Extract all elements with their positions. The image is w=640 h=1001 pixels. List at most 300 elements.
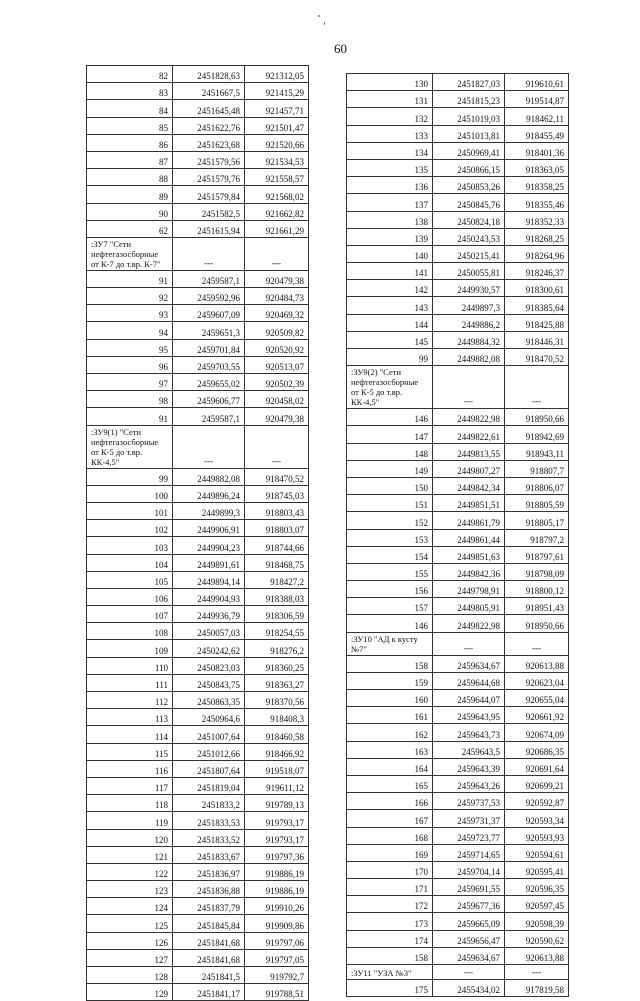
point-number: 167 xyxy=(347,810,433,827)
coordinate-row xyxy=(87,220,309,237)
coordinate-row xyxy=(347,177,569,194)
y-coordinate: 918408,3 xyxy=(245,709,309,726)
y-coordinate: 921312,05 xyxy=(245,66,309,83)
section-y-dash: --- xyxy=(245,237,309,270)
x-coordinate: 2459714,65 xyxy=(433,844,505,861)
coordinate-row xyxy=(347,741,569,758)
point-number: 113 xyxy=(87,709,173,726)
y-coordinate: 920595,41 xyxy=(505,861,569,878)
point-number: 136 xyxy=(347,177,433,194)
x-coordinate: 2451841,5 xyxy=(173,967,245,984)
point-number: 89 xyxy=(87,186,173,203)
y-coordinate: 920593,93 xyxy=(505,827,569,844)
x-coordinate: 2449805,91 xyxy=(433,598,505,615)
y-coordinate: 921501,47 xyxy=(245,117,309,134)
point-number: 96 xyxy=(87,356,173,373)
section-x-dash: --- xyxy=(433,965,505,980)
x-coordinate: 2451833,2 xyxy=(173,795,245,812)
point-number: 132 xyxy=(347,108,433,125)
coordinate-row xyxy=(87,554,309,571)
x-coordinate: 2459737,53 xyxy=(433,793,505,810)
left-table-body xyxy=(87,66,309,1001)
coordinate-row xyxy=(87,709,309,726)
point-number: 172 xyxy=(347,896,433,913)
x-coordinate: 2455434,02 xyxy=(433,980,505,997)
x-coordinate: 2450823,03 xyxy=(173,657,245,674)
point-number: 145 xyxy=(347,331,433,348)
coordinate-row xyxy=(87,305,309,322)
point-number: 112 xyxy=(87,692,173,709)
y-coordinate: 920661,92 xyxy=(505,707,569,724)
coordinate-row xyxy=(87,151,309,168)
point-number: 129 xyxy=(87,984,173,1001)
point-number: 165 xyxy=(347,775,433,792)
coordinate-row xyxy=(87,117,309,134)
point-number: 141 xyxy=(347,263,433,280)
point-number: 149 xyxy=(347,460,433,477)
y-coordinate: 919910,26 xyxy=(245,898,309,915)
y-coordinate: 920596,35 xyxy=(505,879,569,896)
x-coordinate: 2449899,3 xyxy=(173,502,245,519)
coordinate-row xyxy=(87,726,309,743)
point-number: 164 xyxy=(347,758,433,775)
x-coordinate: 2459634,67 xyxy=(433,947,505,964)
coordinate-row xyxy=(347,947,569,964)
section-x-dash: --- xyxy=(433,632,505,655)
y-coordinate: 918264,96 xyxy=(505,245,569,262)
point-number: 157 xyxy=(347,598,433,615)
x-coordinate: 2450964,6 xyxy=(173,709,245,726)
coordinate-row xyxy=(87,898,309,915)
y-coordinate: 918254,55 xyxy=(245,623,309,640)
coordinate-row xyxy=(87,967,309,984)
y-coordinate: 918388,03 xyxy=(245,588,309,605)
y-coordinate: 920479,38 xyxy=(245,270,309,287)
coordinate-row xyxy=(347,91,569,108)
point-number: 84 xyxy=(87,100,173,117)
point-number: 83 xyxy=(87,83,173,100)
section-x-dash: --- xyxy=(173,425,245,468)
y-coordinate: 920598,39 xyxy=(505,913,569,930)
coordinate-row xyxy=(347,615,569,632)
x-coordinate: 2449904,93 xyxy=(173,588,245,605)
section-y-dash: --- xyxy=(505,965,569,980)
x-coordinate: 2459634,67 xyxy=(433,655,505,672)
y-coordinate: 918805,59 xyxy=(505,495,569,512)
x-coordinate: 2450824,18 xyxy=(433,211,505,228)
y-coordinate: 921558,57 xyxy=(245,169,309,186)
y-coordinate: 920623,04 xyxy=(505,672,569,689)
x-coordinate: 2459704,14 xyxy=(433,861,505,878)
coordinate-row xyxy=(347,331,569,348)
y-coordinate: 918470,52 xyxy=(245,468,309,485)
y-coordinate: 918950,66 xyxy=(505,615,569,632)
coordinate-row xyxy=(347,861,569,878)
coordinate-row xyxy=(87,623,309,640)
y-coordinate: 918803,43 xyxy=(245,502,309,519)
coordinate-row xyxy=(87,795,309,812)
y-coordinate: 921568,02 xyxy=(245,186,309,203)
coordinate-row xyxy=(87,322,309,339)
point-number: 102 xyxy=(87,520,173,537)
y-coordinate: 919789,13 xyxy=(245,795,309,812)
coordinate-row xyxy=(87,571,309,588)
coordinate-row xyxy=(87,915,309,932)
x-coordinate: 2449851,63 xyxy=(433,546,505,563)
coordinate-row xyxy=(87,502,309,519)
y-coordinate: 919797,36 xyxy=(245,846,309,863)
x-coordinate: 2451833,67 xyxy=(173,846,245,863)
x-coordinate: 2459651,3 xyxy=(173,322,245,339)
point-number: 174 xyxy=(347,930,433,947)
point-number: 110 xyxy=(87,657,173,674)
coordinate-row xyxy=(87,777,309,794)
x-coordinate: 2459643,26 xyxy=(433,775,505,792)
x-coordinate: 2451007,64 xyxy=(173,726,245,743)
point-number: 100 xyxy=(87,485,173,502)
point-number: 128 xyxy=(87,967,173,984)
point-number: 93 xyxy=(87,305,173,322)
point-number: 137 xyxy=(347,194,433,211)
point-number: 161 xyxy=(347,707,433,724)
x-coordinate: 2459723,77 xyxy=(433,827,505,844)
y-coordinate: 918363,27 xyxy=(245,674,309,691)
point-number: 133 xyxy=(347,125,433,142)
coordinate-row xyxy=(347,74,569,91)
point-number: 152 xyxy=(347,512,433,529)
y-coordinate: 920674,09 xyxy=(505,724,569,741)
y-coordinate: 920590,62 xyxy=(505,930,569,947)
y-coordinate: 921662,82 xyxy=(245,203,309,220)
point-number: 144 xyxy=(347,314,433,331)
x-coordinate: 2451833,52 xyxy=(173,829,245,846)
coordinate-row xyxy=(87,186,309,203)
x-coordinate: 2450863,35 xyxy=(173,692,245,709)
x-coordinate: 2451836,97 xyxy=(173,863,245,880)
point-number: 134 xyxy=(347,142,433,159)
y-coordinate: 919610,61 xyxy=(505,74,569,91)
coordinate-row xyxy=(347,980,569,997)
y-coordinate: 920594,61 xyxy=(505,844,569,861)
coordinate-row xyxy=(87,812,309,829)
y-coordinate: 918246,37 xyxy=(505,263,569,280)
point-number: 148 xyxy=(347,443,433,460)
y-coordinate: 918797,2 xyxy=(505,529,569,546)
coordinate-row xyxy=(347,125,569,142)
point-number: 125 xyxy=(87,915,173,932)
y-coordinate: 918363,05 xyxy=(505,159,569,176)
point-number: 153 xyxy=(347,529,433,546)
point-number: 160 xyxy=(347,690,433,707)
y-coordinate: 919792,7 xyxy=(245,967,309,984)
coordinate-row xyxy=(87,356,309,373)
x-coordinate: 2451579,84 xyxy=(173,186,245,203)
x-coordinate: 2449813,55 xyxy=(433,443,505,460)
section-header-row xyxy=(347,965,569,980)
x-coordinate: 2450866,15 xyxy=(433,159,505,176)
point-number: 94 xyxy=(87,322,173,339)
x-coordinate: 2450853,26 xyxy=(433,177,505,194)
point-number: 124 xyxy=(87,898,173,915)
y-coordinate: 917819,58 xyxy=(505,980,569,997)
coordinate-row xyxy=(347,913,569,930)
point-number: 127 xyxy=(87,949,173,966)
coordinate-row xyxy=(87,134,309,151)
x-coordinate: 2449842,34 xyxy=(433,477,505,494)
x-coordinate: 2449822,61 xyxy=(433,426,505,443)
x-coordinate: 2450057,03 xyxy=(173,623,245,640)
point-number: 151 xyxy=(347,495,433,512)
x-coordinate: 2449930,57 xyxy=(433,280,505,297)
coordinate-row xyxy=(87,391,309,408)
coordinate-row xyxy=(87,829,309,846)
point-number: 87 xyxy=(87,151,173,168)
y-coordinate: 918466,92 xyxy=(245,743,309,760)
section-x-dash: --- xyxy=(433,366,505,409)
x-coordinate: 2451837,79 xyxy=(173,898,245,915)
point-number: 88 xyxy=(87,169,173,186)
coordinate-row xyxy=(347,672,569,689)
y-coordinate: 918951,43 xyxy=(505,598,569,615)
y-coordinate: 919797,06 xyxy=(245,932,309,949)
x-coordinate: 2449906,91 xyxy=(173,520,245,537)
x-coordinate: 2451836,88 xyxy=(173,881,245,898)
y-coordinate: 918370,56 xyxy=(245,692,309,709)
point-number: 126 xyxy=(87,932,173,949)
x-coordinate: 2451579,56 xyxy=(173,151,245,168)
x-coordinate: 2451833,53 xyxy=(173,812,245,829)
y-coordinate: 918358,25 xyxy=(505,177,569,194)
coordinate-row xyxy=(347,108,569,125)
point-number: 95 xyxy=(87,339,173,356)
y-coordinate: 919611,12 xyxy=(245,777,309,794)
y-coordinate: 918427,2 xyxy=(245,571,309,588)
section-header-row xyxy=(87,237,309,270)
coordinate-row xyxy=(87,520,309,537)
coordinate-row xyxy=(87,537,309,554)
x-coordinate: 2449822,98 xyxy=(433,615,505,632)
coordinate-row xyxy=(87,100,309,117)
scan-speck xyxy=(318,15,320,17)
point-number: 159 xyxy=(347,672,433,689)
coordinate-row xyxy=(347,724,569,741)
y-coordinate: 920479,38 xyxy=(245,408,309,425)
x-coordinate: 2450243,53 xyxy=(433,228,505,245)
coordinate-row xyxy=(347,280,569,297)
coordinate-row xyxy=(347,159,569,176)
x-coordinate: 2459606,77 xyxy=(173,391,245,408)
y-coordinate: 921415,29 xyxy=(245,83,309,100)
point-number: 163 xyxy=(347,741,433,758)
point-number: 147 xyxy=(347,426,433,443)
coordinate-row xyxy=(347,194,569,211)
y-coordinate: 919514,87 xyxy=(505,91,569,108)
x-coordinate: 2451579,76 xyxy=(173,169,245,186)
coordinate-row xyxy=(347,581,569,598)
y-coordinate: 920469,32 xyxy=(245,305,309,322)
y-coordinate: 919793,17 xyxy=(245,829,309,846)
coordinate-row xyxy=(87,932,309,949)
section-y-dash: --- xyxy=(245,425,309,468)
coordinate-row xyxy=(347,844,569,861)
point-number: 97 xyxy=(87,374,173,391)
x-coordinate: 2451807,64 xyxy=(173,760,245,777)
point-number: 170 xyxy=(347,861,433,878)
y-coordinate: 920592,87 xyxy=(505,793,569,810)
section-title: :ЗУ9(1) "Сети нефтегазосборные от К-5 до т.вр. КК-4,5" xyxy=(87,425,173,468)
coordinate-row xyxy=(347,793,569,810)
x-coordinate: 2459731,37 xyxy=(433,810,505,827)
x-coordinate: 2449882,08 xyxy=(433,349,505,366)
y-coordinate: 920520,92 xyxy=(245,339,309,356)
y-coordinate: 918744,66 xyxy=(245,537,309,554)
x-coordinate: 2449882,08 xyxy=(173,468,245,485)
x-coordinate: 2449886,2 xyxy=(433,314,505,331)
point-number: 146 xyxy=(347,409,433,426)
x-coordinate: 2449904,23 xyxy=(173,537,245,554)
point-number: 117 xyxy=(87,777,173,794)
point-number: 99 xyxy=(87,468,173,485)
y-coordinate: 918306,59 xyxy=(245,606,309,623)
x-coordinate: 2449851,51 xyxy=(433,495,505,512)
coordinate-row xyxy=(87,743,309,760)
point-number: 104 xyxy=(87,554,173,571)
point-number: 171 xyxy=(347,879,433,896)
point-number: 119 xyxy=(87,812,173,829)
coordinate-row xyxy=(347,879,569,896)
y-coordinate: 918803,07 xyxy=(245,520,309,537)
point-number: 122 xyxy=(87,863,173,880)
point-number: 90 xyxy=(87,203,173,220)
section-title: :ЗУ11 "УЗА №3" xyxy=(347,965,433,980)
point-number: 142 xyxy=(347,280,433,297)
x-coordinate: 2449936,79 xyxy=(173,606,245,623)
y-coordinate: 920613,88 xyxy=(505,655,569,672)
coordinate-row xyxy=(347,211,569,228)
y-coordinate: 918425,88 xyxy=(505,314,569,331)
point-number: 168 xyxy=(347,827,433,844)
coordinate-row xyxy=(347,460,569,477)
section-title: :ЗУ9(2) "Сети нефтегазосборные от К-5 до т.вр. КК-4,5" xyxy=(347,366,433,409)
coordinate-row xyxy=(87,66,309,83)
point-number: 115 xyxy=(87,743,173,760)
coordinate-row xyxy=(87,881,309,898)
coordinate-row xyxy=(347,546,569,563)
x-coordinate: 2459644,68 xyxy=(433,672,505,689)
point-number: 158 xyxy=(347,947,433,964)
x-coordinate: 2451012,66 xyxy=(173,743,245,760)
section-y-dash: --- xyxy=(505,632,569,655)
coordinate-row xyxy=(87,270,309,287)
x-coordinate: 2459587,1 xyxy=(173,270,245,287)
coordinate-row xyxy=(347,349,569,366)
section-x-dash: --- xyxy=(173,237,245,270)
y-coordinate: 920655,04 xyxy=(505,690,569,707)
point-number: 135 xyxy=(347,159,433,176)
point-number: 109 xyxy=(87,640,173,657)
coordinate-row xyxy=(87,468,309,485)
coordinate-row xyxy=(347,314,569,331)
coordinate-row xyxy=(347,529,569,546)
point-number: 150 xyxy=(347,477,433,494)
x-coordinate: 2451828,63 xyxy=(173,66,245,83)
section-header-row xyxy=(347,632,569,655)
y-coordinate: 921661,29 xyxy=(245,220,309,237)
x-coordinate: 2451845,84 xyxy=(173,915,245,932)
x-coordinate: 2451841,17 xyxy=(173,984,245,1001)
x-coordinate: 2451819,04 xyxy=(173,777,245,794)
y-coordinate: 919909,86 xyxy=(245,915,309,932)
coordinate-row xyxy=(87,657,309,674)
y-coordinate: 918950,66 xyxy=(505,409,569,426)
x-coordinate: 2451841,68 xyxy=(173,949,245,966)
point-number: 123 xyxy=(87,881,173,898)
x-coordinate: 2459643,95 xyxy=(433,707,505,724)
y-coordinate: 921534,53 xyxy=(245,151,309,168)
point-number: 169 xyxy=(347,844,433,861)
coordinate-row xyxy=(87,640,309,657)
y-coordinate: 919797,05 xyxy=(245,949,309,966)
coordinate-row xyxy=(87,760,309,777)
page-number: 60 xyxy=(334,41,347,56)
x-coordinate: 2449897,3 xyxy=(433,297,505,314)
point-number: 82 xyxy=(87,66,173,83)
x-coordinate: 2450843,75 xyxy=(173,674,245,691)
y-coordinate: 918805,17 xyxy=(505,512,569,529)
coordinate-row xyxy=(347,477,569,494)
coordinate-row xyxy=(347,443,569,460)
coordinate-row xyxy=(87,984,309,1001)
coordinate-row xyxy=(87,288,309,305)
x-coordinate: 2459607,09 xyxy=(173,305,245,322)
point-number: 103 xyxy=(87,537,173,554)
y-coordinate: 918352,33 xyxy=(505,211,569,228)
x-coordinate: 2459587,1 xyxy=(173,408,245,425)
point-number: 146 xyxy=(347,615,433,632)
x-coordinate: 2449798,91 xyxy=(433,581,505,598)
x-coordinate: 2449822,98 xyxy=(433,409,505,426)
y-coordinate: 920699,21 xyxy=(505,775,569,792)
point-number: 173 xyxy=(347,913,433,930)
x-coordinate: 2459665,09 xyxy=(433,913,505,930)
point-number: 155 xyxy=(347,563,433,580)
y-coordinate: 918807,7 xyxy=(505,460,569,477)
point-number: 131 xyxy=(347,91,433,108)
section-header-row xyxy=(87,425,309,468)
x-coordinate: 2451013,81 xyxy=(433,125,505,142)
x-coordinate: 2449884,32 xyxy=(433,331,505,348)
point-number: 108 xyxy=(87,623,173,640)
y-coordinate: 920691,64 xyxy=(505,758,569,775)
x-coordinate: 2451582,5 xyxy=(173,203,245,220)
y-coordinate: 918806,07 xyxy=(505,477,569,494)
x-coordinate: 2449861,44 xyxy=(433,529,505,546)
coordinate-row xyxy=(87,169,309,186)
coordinate-row xyxy=(347,409,569,426)
x-coordinate: 2450055,81 xyxy=(433,263,505,280)
y-coordinate: 918300,61 xyxy=(505,280,569,297)
right-table-body xyxy=(347,74,569,997)
coordinate-row xyxy=(87,674,309,691)
section-header-row xyxy=(347,366,569,409)
y-coordinate: 920513,07 xyxy=(245,356,309,373)
y-coordinate: 918745,03 xyxy=(245,485,309,502)
coordinate-row xyxy=(347,707,569,724)
coordinate-row xyxy=(87,374,309,391)
point-number: 130 xyxy=(347,74,433,91)
point-number: 140 xyxy=(347,245,433,262)
x-coordinate: 2451667,5 xyxy=(173,83,245,100)
